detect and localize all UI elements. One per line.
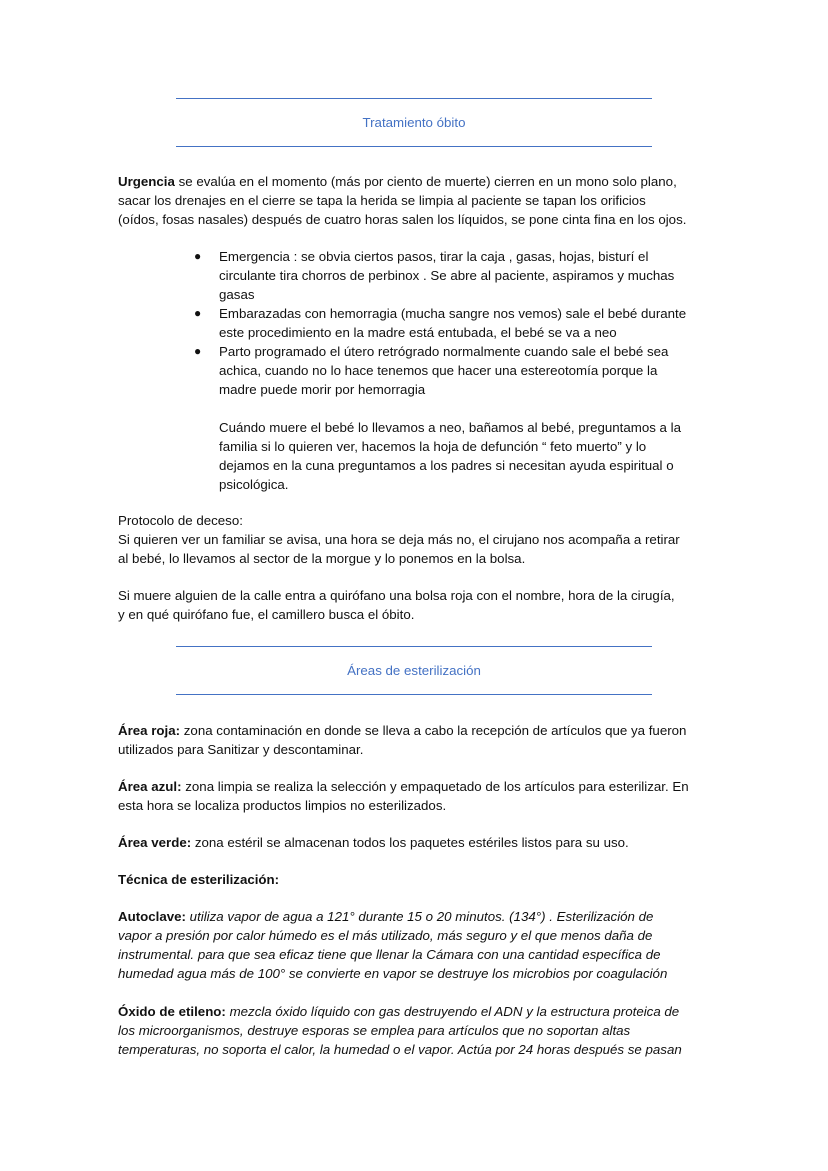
- section-title: Tratamiento óbito: [362, 115, 466, 130]
- text-line: los microorganismos, destruye esporas se emplea para artículos que no soportan altas: [118, 1023, 631, 1038]
- text-line: circulante tira chorros de perbinox . Se abre al paciente, aspiramos y muchas: [219, 268, 675, 283]
- calle-paragraph: [118, 586, 718, 624]
- bullet-icon: ●: [194, 344, 202, 358]
- text-line: utilizados para Sanitizar y descontaminar.: [118, 742, 364, 757]
- text-line: dejamos en la cuna preguntamos a los padres si necesitan ayuda espiritual o: [219, 458, 674, 473]
- urgencia-paragraph: [118, 172, 718, 229]
- protocolo-paragraph: [118, 511, 718, 568]
- text-line: esta hora se localiza productos limpios no esterilizados.: [118, 798, 447, 813]
- text-line: al bebé, lo llevamos al sector de la morgue y lo ponemos en la bolsa.: [118, 551, 526, 566]
- text-line: Embarazadas con hemorragia (mucha sangre nos vemos) sale el bebé durante: [219, 306, 687, 321]
- area-roja-label: Área roja:: [118, 723, 181, 738]
- text-line: achica, cuando no lo hace tenemos que hacer una estereotomía porque la: [219, 363, 658, 378]
- text-line: mezcla óxido líquido con gas destruyendo el ADN y la estructura proteica de: [225, 1004, 680, 1019]
- area-azul-paragraph: [118, 777, 718, 815]
- section-title: Áreas de esterilización: [347, 663, 481, 678]
- text-line: Emergencia : se obvia ciertos pasos, tirar la caja , gasas, hojas, bisturí el: [219, 249, 649, 264]
- oxido-paragraph: [118, 1002, 718, 1059]
- oxido-label: Óxido de etileno:: [118, 1004, 226, 1019]
- area-azul-label: Área azul:: [118, 779, 182, 794]
- text-line: zona limpia se realiza la selección y empaquetado de los artículos para esterilizar. En: [181, 779, 689, 794]
- bullet-item-embarazadas: [219, 304, 719, 342]
- text-line: humedad agua más de 100° se convierte en vapor se destruye los microbios por coagulación: [118, 966, 668, 981]
- area-verde-paragraph: [118, 833, 718, 852]
- text-line: Si quieren ver un familiar se avisa, una hora se deja más no, el cirujano nos acompaña a retirar: [118, 532, 680, 547]
- title-rule-bottom: [176, 694, 652, 695]
- text-line: (oídos, fosas nasales) después de cuatro horas salen los líquidos, se pone cinta fina en los ojos.: [118, 212, 687, 227]
- tecnica-heading: [118, 870, 718, 889]
- text-line: instrumental. para que sea eficaz tiene que llenar la Cámara con una cantidad específica de: [118, 947, 661, 962]
- bullet-item-parto: [219, 342, 719, 399]
- title-rule-top: [176, 98, 652, 99]
- text-line: familia si lo quieren ver, hacemos la hoja de defunción “ feto muerto” y lo: [219, 439, 647, 454]
- text-line: utiliza vapor de agua a 121° durante 15 o 20 minutos. (134°) . Esterilización de: [185, 909, 654, 924]
- text-line: zona estéril se almacenan todos los paquetes estériles listos para su uso.: [191, 835, 629, 850]
- text-line: se evalúa en el momento (más por ciento de muerte) cierren en un mono solo plano,: [174, 174, 677, 189]
- bebe-paragraph: [219, 418, 719, 494]
- text-line: Cuándo muere el bebé lo llevamos a neo, bañamos al bebé, preguntamos a la: [219, 420, 681, 435]
- bullet-icon: ●: [194, 306, 202, 320]
- text-line: vapor a presión por calor húmedo es el más utilizado, más seguro y el que menos daña de: [118, 928, 653, 943]
- autoclave-paragraph: [118, 907, 718, 983]
- tecnica-label: Técnica de esterilización:: [118, 872, 280, 887]
- title-rule-bottom: [176, 146, 652, 147]
- area-verde-label: Área verde:: [118, 835, 192, 850]
- area-roja-paragraph: [118, 721, 718, 759]
- text-line: madre puede morir por hemorragia: [219, 382, 426, 397]
- text-line: zona contaminación en donde se lleva a cabo la recepción de artículos que ya fueron: [180, 723, 687, 738]
- text-line: este procedimiento en la madre está entubada, el bebé se va a neo: [219, 325, 617, 340]
- text-line: Si muere alguien de la calle entra a quirófano una bolsa roja con el nombre, hora de la cirugía,: [118, 588, 675, 603]
- autoclave-label: Autoclave:: [118, 909, 186, 924]
- urgencia-label: Urgencia: [118, 174, 175, 189]
- bullet-icon: ●: [194, 249, 202, 263]
- bullet-item-emergencia: [219, 247, 719, 304]
- text-line: psicológica.: [219, 477, 289, 492]
- text-line: Parto programado el útero retrógrado normalmente cuando sale el bebé sea: [219, 344, 669, 359]
- text-line: gasas: [219, 287, 255, 302]
- text-line: temperaturas, no soporta el calor, la humedad o el vapor. Actúa por 24 horas después se pasan: [118, 1042, 682, 1057]
- protocolo-heading: Protocolo de deceso:: [118, 513, 243, 528]
- title-rule-top: [176, 646, 652, 647]
- text-line: sacar los drenajes en el cierre se tapa la herida se limpia al paciente se tapan los orificios: [118, 193, 646, 208]
- text-line: y en qué quirófano fue, el camillero busca el óbito.: [118, 607, 415, 622]
